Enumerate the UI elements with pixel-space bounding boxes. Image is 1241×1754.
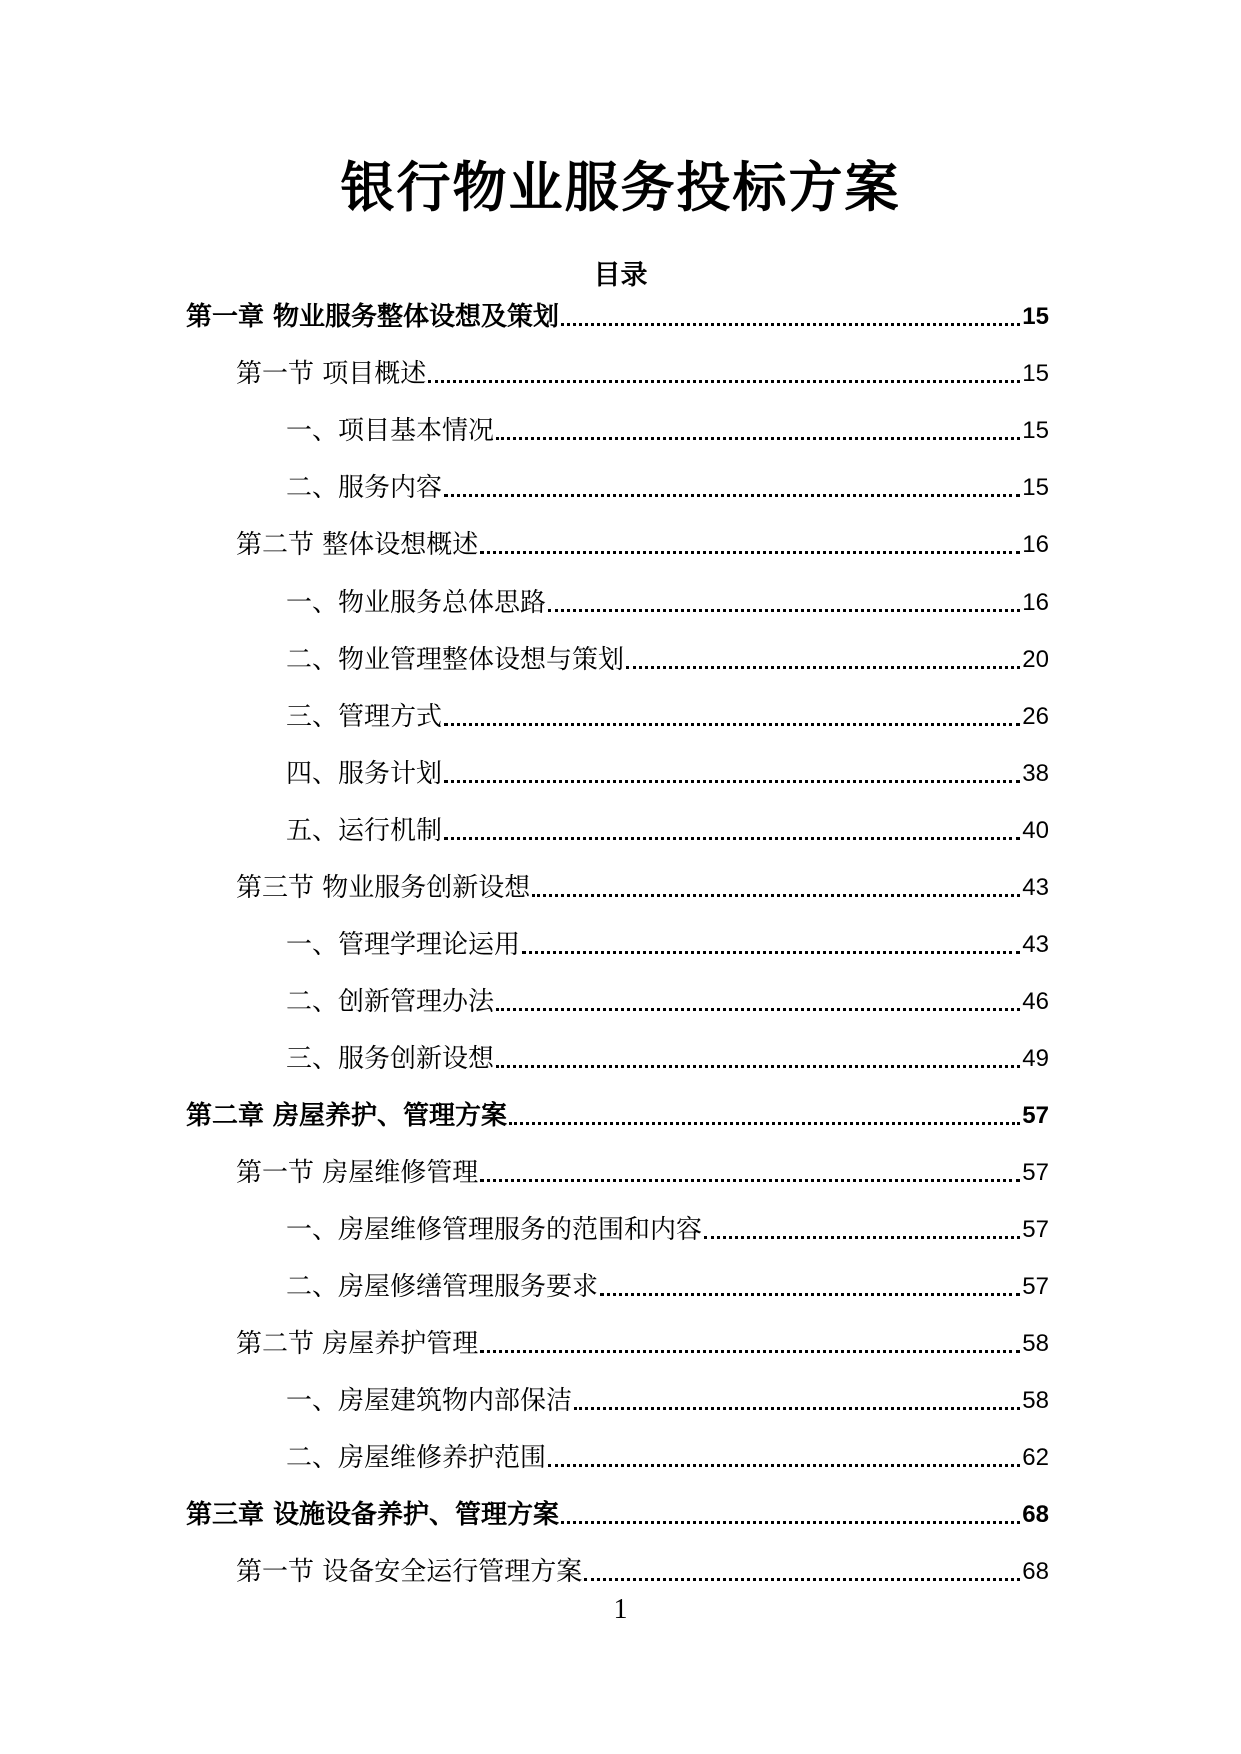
toc-entry-page: 15: [1022, 417, 1049, 444]
toc-entry-label: 第三节 物业服务创新设想: [236, 873, 531, 903]
toc-entry-page: 57: [1022, 1102, 1049, 1129]
toc-entry[interactable]: [286, 1207, 1049, 1247]
toc-entry-page: 20: [1022, 646, 1049, 673]
toc-entry-page: 57: [1022, 1273, 1049, 1300]
toc-entry-label: 三、管理方式: [286, 702, 443, 732]
toc-entry-page: 57: [1022, 1159, 1049, 1186]
toc-entry-page: 43: [1022, 931, 1049, 958]
toc-leader-dots: [600, 1293, 1020, 1296]
toc-entry-label: 三、服务创新设想: [286, 1044, 495, 1074]
toc-entry-label: 二、创新管理办法: [286, 987, 495, 1017]
toc-entry-label: 第一节 房屋维修管理: [236, 1158, 479, 1188]
toc-entry[interactable]: [286, 1264, 1049, 1304]
toc-entry[interactable]: [286, 1378, 1049, 1418]
toc-leader-dots: [444, 837, 1020, 840]
document-title: 银行物业服务投标方案: [340, 156, 901, 219]
toc-entry-label: 二、物业管理整体设想与策划: [286, 645, 625, 675]
toc-leader-dots: [561, 323, 1020, 326]
toc-leader-dots: [496, 437, 1020, 440]
toc-leader-dots: [704, 1236, 1020, 1239]
toc-leader-dots: [444, 723, 1020, 726]
toc-entry-label: 第三章 设施设备养护、管理方案: [186, 1500, 560, 1530]
toc-leader-dots: [444, 780, 1020, 783]
toc-entry-page: 62: [1022, 1444, 1049, 1471]
toc-entry[interactable]: [286, 694, 1049, 734]
toc-entry-page: 57: [1022, 1216, 1049, 1243]
toc-entry-label: 一、房屋建筑物内部保洁: [286, 1386, 573, 1416]
toc-entry-page: 26: [1022, 703, 1049, 730]
toc-leader-dots: [480, 551, 1020, 554]
toc-entry[interactable]: [236, 1549, 1049, 1589]
toc-entry-label: 第一节 设备安全运行管理方案: [236, 1557, 583, 1587]
toc-entry-page: 38: [1022, 760, 1049, 787]
toc-entry-page: 68: [1022, 1501, 1049, 1528]
toc-entry[interactable]: [286, 637, 1049, 677]
toc-leader-dots: [626, 666, 1020, 669]
toc-leader-dots: [574, 1407, 1020, 1410]
toc-entry-label: 一、物业服务总体思路: [286, 588, 547, 618]
toc-leader-dots: [561, 1521, 1020, 1524]
toc-entry-page: 58: [1022, 1387, 1049, 1414]
toc-leader-dots: [522, 951, 1020, 954]
toc-entry-page: 68: [1022, 1558, 1049, 1585]
toc-leader-dots: [584, 1578, 1020, 1581]
toc-entry[interactable]: [286, 808, 1049, 848]
toc-leader-dots: [532, 894, 1020, 897]
toc-entry-page: 49: [1022, 1045, 1049, 1072]
toc-entry[interactable]: [286, 751, 1049, 791]
toc-leader-dots: [496, 1065, 1020, 1068]
toc-leader-dots: [496, 1008, 1020, 1011]
toc-entry-page: 43: [1022, 874, 1049, 901]
toc-entry[interactable]: [186, 1093, 1049, 1133]
toc-entry[interactable]: [186, 1492, 1049, 1532]
toc-entry[interactable]: [286, 465, 1049, 505]
toc-entry-label: 五、运行机制: [286, 816, 443, 846]
toc-entry[interactable]: [236, 522, 1049, 562]
toc-entry-label: 第二节 房屋养护管理: [236, 1329, 479, 1359]
toc-entry-label: 第一节 项目概述: [236, 359, 427, 389]
toc-entry-label: 一、项目基本情况: [286, 416, 495, 446]
toc-heading: 目录: [593, 260, 648, 291]
toc-entry[interactable]: [286, 979, 1049, 1019]
toc-entry[interactable]: [286, 580, 1049, 620]
toc-entry-label: 二、房屋维修养护范围: [286, 1443, 547, 1473]
toc-entry[interactable]: [286, 1435, 1049, 1475]
toc-entry[interactable]: [286, 922, 1049, 962]
toc-entry-label: 一、房屋维修管理服务的范围和内容: [286, 1215, 703, 1245]
toc-leader-dots: [428, 380, 1020, 383]
toc-entry-page: 40: [1022, 817, 1049, 844]
toc-leader-dots: [480, 1179, 1020, 1182]
toc-entry[interactable]: [236, 351, 1049, 391]
toc-entry-page: 16: [1022, 589, 1049, 616]
toc-entry-label: 二、房屋修缮管理服务要求: [286, 1272, 599, 1302]
toc-leader-dots: [548, 609, 1020, 612]
toc-entry-label: 第二章 房屋养护、管理方案: [186, 1101, 508, 1131]
toc-entry-label: 第一章 物业服务整体设想及策划: [186, 302, 560, 332]
toc-entry-page: 15: [1022, 474, 1049, 501]
toc-entry-page: 15: [1022, 360, 1049, 387]
toc-entry-page: 15: [1022, 303, 1049, 330]
page-number: 1: [613, 1594, 628, 1625]
toc-entry[interactable]: [286, 408, 1049, 448]
toc-entry-label: 四、服务计划: [286, 759, 443, 789]
toc-entry[interactable]: [236, 1150, 1049, 1190]
toc-leader-dots: [444, 494, 1020, 497]
toc-entry-page: 58: [1022, 1330, 1049, 1357]
toc-entry[interactable]: [186, 294, 1049, 334]
toc-leader-dots: [480, 1350, 1020, 1353]
toc-entry-label: 一、管理学理论运用: [286, 930, 521, 960]
toc-entry[interactable]: [286, 1036, 1049, 1076]
toc-entry-page: 46: [1022, 988, 1049, 1015]
toc-leader-dots: [548, 1464, 1020, 1467]
toc-entry[interactable]: [236, 865, 1049, 905]
toc-entry-label: 二、服务内容: [286, 473, 443, 503]
toc-entry-page: 16: [1022, 531, 1049, 558]
toc-leader-dots: [509, 1122, 1020, 1125]
toc-entry[interactable]: [236, 1321, 1049, 1361]
toc-entry-label: 第二节 整体设想概述: [236, 530, 479, 560]
